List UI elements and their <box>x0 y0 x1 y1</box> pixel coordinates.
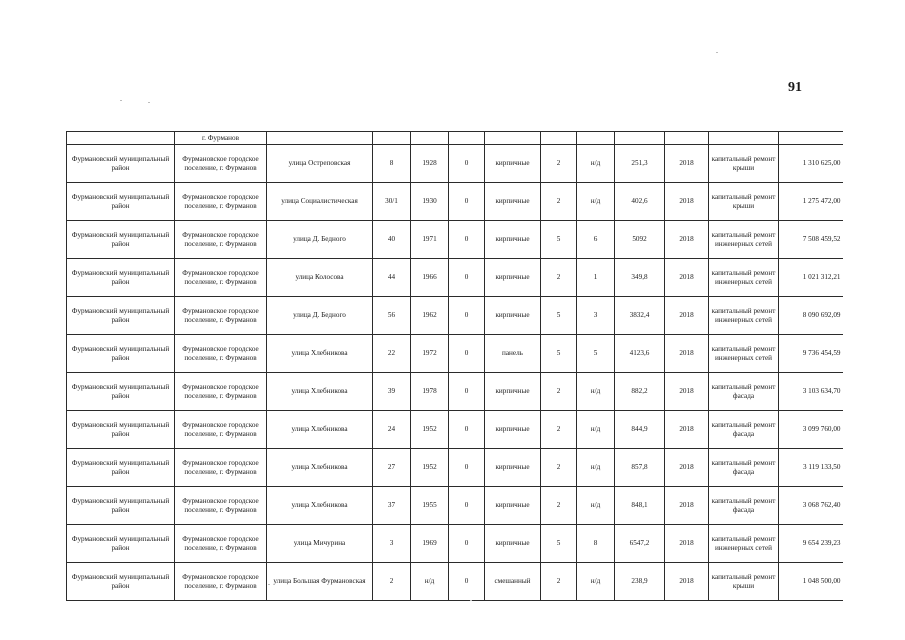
work-type-cell: капитальный ремонт инженерных сетей <box>709 259 779 297</box>
year-built-cell: 1952 <box>411 411 449 449</box>
area-cell: 349,8 <box>615 259 665 297</box>
table-row <box>67 449 843 487</box>
zero-cell: 0 <box>449 525 485 563</box>
house-number-cell: 8 <box>373 145 411 183</box>
street-cell: улица Хлебникова <box>267 449 373 487</box>
work-type-cell: капитальный ремонт инженерных сетей <box>709 297 779 335</box>
settlement-cell: г. Фурманов <box>175 132 267 145</box>
floors-cell: 5 <box>541 335 577 373</box>
year-built-cell: 1966 <box>411 259 449 297</box>
zero-cell: 0 <box>449 221 485 259</box>
entrances-cell: н/д <box>577 183 615 221</box>
cost-cell: 3 068 762,40 <box>779 487 843 525</box>
table-row <box>67 411 843 449</box>
table-row <box>67 525 843 563</box>
zero-cell: 0 <box>449 183 485 221</box>
work-type-cell: капитальный ремонт инженерных сетей <box>709 221 779 259</box>
work-type-cell: капитальный ремонт фасада <box>709 411 779 449</box>
work-type-cell: капитальный ремонт крыши <box>709 563 779 601</box>
entrances-cell: 1 <box>577 259 615 297</box>
district-cell: Фурмановский муниципальный район <box>67 221 175 259</box>
floors-cell: 5 <box>541 525 577 563</box>
entrances-cell: н/д <box>577 373 615 411</box>
district-cell: Фурмановский муниципальный район <box>67 297 175 335</box>
street-cell: улица Хлебникова <box>267 411 373 449</box>
street-cell: улица Мичурина <box>267 525 373 563</box>
house-number-cell: 40 <box>373 221 411 259</box>
work-type-cell: капитальный ремонт фасада <box>709 449 779 487</box>
entrances-cell: 5 <box>577 335 615 373</box>
street-cell: улица Хлебникова <box>267 373 373 411</box>
area-cell: 4123,6 <box>615 335 665 373</box>
area-cell: 251,3 <box>615 145 665 183</box>
settlement-cell: Фурмановское городское поселение, г. Фурманов <box>175 145 267 183</box>
wall-material-cell: кирпичные <box>485 525 541 563</box>
wall-material-cell: кирпичные <box>485 487 541 525</box>
table-row <box>67 563 843 601</box>
plan-year-cell: 2018 <box>665 145 709 183</box>
cost-cell: 1 275 472,00 <box>779 183 843 221</box>
wall-material-cell: смешанный <box>485 563 541 601</box>
zero-cell: 0 <box>449 259 485 297</box>
year-built-cell: 1972 <box>411 335 449 373</box>
area-cell: 844,9 <box>615 411 665 449</box>
area-cell: 857,8 <box>615 449 665 487</box>
scan-artifact <box>120 100 122 101</box>
zero-cell: 0 <box>449 145 485 183</box>
year-built-cell: 1955 <box>411 487 449 525</box>
wall-material-cell: кирпичные <box>485 221 541 259</box>
floors-cell: 2 <box>541 183 577 221</box>
entrances-cell: н/д <box>577 411 615 449</box>
area-cell: 6547,2 <box>615 525 665 563</box>
cost-cell: 1 021 312,21 <box>779 259 843 297</box>
house-number-cell: 56 <box>373 297 411 335</box>
district-cell: Фурмановский муниципальный район <box>67 259 175 297</box>
entrances-cell: 8 <box>577 525 615 563</box>
plan-year-cell: 2018 <box>665 487 709 525</box>
plan-year-cell: 2018 <box>665 297 709 335</box>
settlement-cell: Фурмановское городское поселение, г. Фурманов <box>175 563 267 601</box>
year-built-cell: 1969 <box>411 525 449 563</box>
district-cell: Фурмановский муниципальный район <box>67 183 175 221</box>
floors-cell: 2 <box>541 449 577 487</box>
work-type-cell: капитальный ремонт крыши <box>709 183 779 221</box>
floors-cell: 2 <box>541 487 577 525</box>
zero-cell: 0 <box>449 563 485 601</box>
area-cell: 882,2 <box>615 373 665 411</box>
district-cell: Фурмановский муниципальный район <box>67 525 175 563</box>
zero-cell: 0 <box>449 449 485 487</box>
house-number-cell: 22 <box>373 335 411 373</box>
area-cell: 848,1 <box>615 487 665 525</box>
settlement-cell: Фурмановское городское поселение, г. Фурманов <box>175 487 267 525</box>
entrances-cell: н/д <box>577 449 615 487</box>
scan-artifact <box>716 52 718 53</box>
street-cell: улица Хлебникова <box>267 335 373 373</box>
floors-cell: 2 <box>541 259 577 297</box>
house-number-cell: 2 <box>373 563 411 601</box>
entrances-cell: н/д <box>577 145 615 183</box>
street-cell: улица Колосова <box>267 259 373 297</box>
cost-cell: 7 508 459,52 <box>779 221 843 259</box>
year-built-cell: 1952 <box>411 449 449 487</box>
zero-cell: 0 <box>449 411 485 449</box>
page-number: 91 <box>788 80 802 95</box>
street-cell: улица Социалистическая <box>267 183 373 221</box>
floors-cell: 5 <box>541 297 577 335</box>
district-cell: Фурмановский муниципальный район <box>67 145 175 183</box>
settlement-cell: Фурмановское городское поселение, г. Фурманов <box>175 259 267 297</box>
house-number-cell: 27 <box>373 449 411 487</box>
year-built-cell: 1978 <box>411 373 449 411</box>
scan-artifact <box>268 584 270 585</box>
street-cell: улица Д. Бедного <box>267 221 373 259</box>
table-row <box>67 145 843 183</box>
year-built-cell: н/д <box>411 563 449 601</box>
zero-cell: 0 <box>449 335 485 373</box>
street-cell: улица Большая Фурмановская <box>267 563 373 601</box>
plan-year-cell: 2018 <box>665 221 709 259</box>
housing-repair-table <box>66 131 843 601</box>
settlement-cell: Фурмановское городское поселение, г. Фурманов <box>175 221 267 259</box>
wall-material-cell: кирпичные <box>485 449 541 487</box>
entrances-cell: н/д <box>577 563 615 601</box>
table-row <box>67 221 843 259</box>
work-type-cell: капитальный ремонт фасада <box>709 487 779 525</box>
wall-material-cell: кирпичные <box>485 373 541 411</box>
year-built-cell: 1971 <box>411 221 449 259</box>
cost-cell: 3 103 634,70 <box>779 373 843 411</box>
zero-cell: 0 <box>449 373 485 411</box>
cost-cell: 8 090 692,09 <box>779 297 843 335</box>
table-row <box>67 487 843 525</box>
table-row <box>67 373 843 411</box>
settlement-cell: Фурмановское городское поселение, г. Фурманов <box>175 525 267 563</box>
floors-cell: 2 <box>541 563 577 601</box>
wall-material-cell: кирпичные <box>485 411 541 449</box>
district-cell: Фурмановский муниципальный район <box>67 373 175 411</box>
house-number-cell: 30/1 <box>373 183 411 221</box>
year-built-cell: 1930 <box>411 183 449 221</box>
district-cell: Фурмановский муниципальный район <box>67 411 175 449</box>
table-row <box>67 335 843 373</box>
wall-material-cell: кирпичные <box>485 259 541 297</box>
cost-cell: 1 310 625,00 <box>779 145 843 183</box>
cost-cell: 9 654 239,23 <box>779 525 843 563</box>
year-built-cell: 1962 <box>411 297 449 335</box>
entrances-cell: 6 <box>577 221 615 259</box>
settlement-cell: Фурмановское городское поселение, г. Фурманов <box>175 373 267 411</box>
cost-cell: 3 099 760,00 <box>779 411 843 449</box>
settlement-cell: Фурмановское городское поселение, г. Фурманов <box>175 297 267 335</box>
cost-cell: 3 119 133,50 <box>779 449 843 487</box>
area-cell: 3832,4 <box>615 297 665 335</box>
street-cell: улица Хлебникова <box>267 487 373 525</box>
district-cell: Фурмановский муниципальный район <box>67 449 175 487</box>
settlement-cell: Фурмановское городское поселение, г. Фурманов <box>175 449 267 487</box>
settlement-cell: Фурмановское городское поселение, г. Фурманов <box>175 183 267 221</box>
plan-year-cell: 2018 <box>665 259 709 297</box>
wall-material-cell: панель <box>485 335 541 373</box>
house-number-cell: 37 <box>373 487 411 525</box>
area-cell: 5092 <box>615 221 665 259</box>
table-row <box>67 297 843 335</box>
plan-year-cell: 2018 <box>665 449 709 487</box>
floors-cell: 2 <box>541 373 577 411</box>
scan-artifact <box>470 600 472 601</box>
year-built-cell: 1928 <box>411 145 449 183</box>
district-cell: Фурмановский муниципальный район <box>67 335 175 373</box>
entrances-cell: н/д <box>577 487 615 525</box>
plan-year-cell: 2018 <box>665 525 709 563</box>
work-type-cell: капитальный ремонт крыши <box>709 145 779 183</box>
floors-cell: 5 <box>541 221 577 259</box>
table-continuation-row <box>67 132 843 145</box>
wall-material-cell: кирпичные <box>485 297 541 335</box>
work-type-cell: капитальный ремонт инженерных сетей <box>709 335 779 373</box>
wall-material-cell: кирпичные <box>485 145 541 183</box>
zero-cell: 0 <box>449 297 485 335</box>
area-cell: 238,9 <box>615 563 665 601</box>
street-cell: улица Остреповская <box>267 145 373 183</box>
house-number-cell: 39 <box>373 373 411 411</box>
work-type-cell: капитальный ремонт фасада <box>709 373 779 411</box>
settlement-cell: Фурмановское городское поселение, г. Фурманов <box>175 411 267 449</box>
plan-year-cell: 2018 <box>665 335 709 373</box>
entrances-cell: 3 <box>577 297 615 335</box>
plan-year-cell: 2018 <box>665 563 709 601</box>
plan-year-cell: 2018 <box>665 373 709 411</box>
area-cell: 402,6 <box>615 183 665 221</box>
work-type-cell: капитальный ремонт инженерных сетей <box>709 525 779 563</box>
plan-year-cell: 2018 <box>665 411 709 449</box>
house-number-cell: 24 <box>373 411 411 449</box>
house-number-cell: 44 <box>373 259 411 297</box>
house-number-cell: 3 <box>373 525 411 563</box>
zero-cell: 0 <box>449 487 485 525</box>
floors-cell: 2 <box>541 145 577 183</box>
plan-year-cell: 2018 <box>665 183 709 221</box>
wall-material-cell: кирпичные <box>485 183 541 221</box>
cost-cell: 1 048 500,00 <box>779 563 843 601</box>
floors-cell: 2 <box>541 411 577 449</box>
district-cell: Фурмановский муниципальный район <box>67 487 175 525</box>
district-cell: Фурмановский муниципальный район <box>67 563 175 601</box>
cost-cell: 9 736 454,59 <box>779 335 843 373</box>
scan-artifact <box>148 102 150 103</box>
table-row <box>67 183 843 221</box>
settlement-cell: Фурмановское городское поселение, г. Фурманов <box>175 335 267 373</box>
table-row <box>67 259 843 297</box>
street-cell: улица Д. Бедного <box>267 297 373 335</box>
